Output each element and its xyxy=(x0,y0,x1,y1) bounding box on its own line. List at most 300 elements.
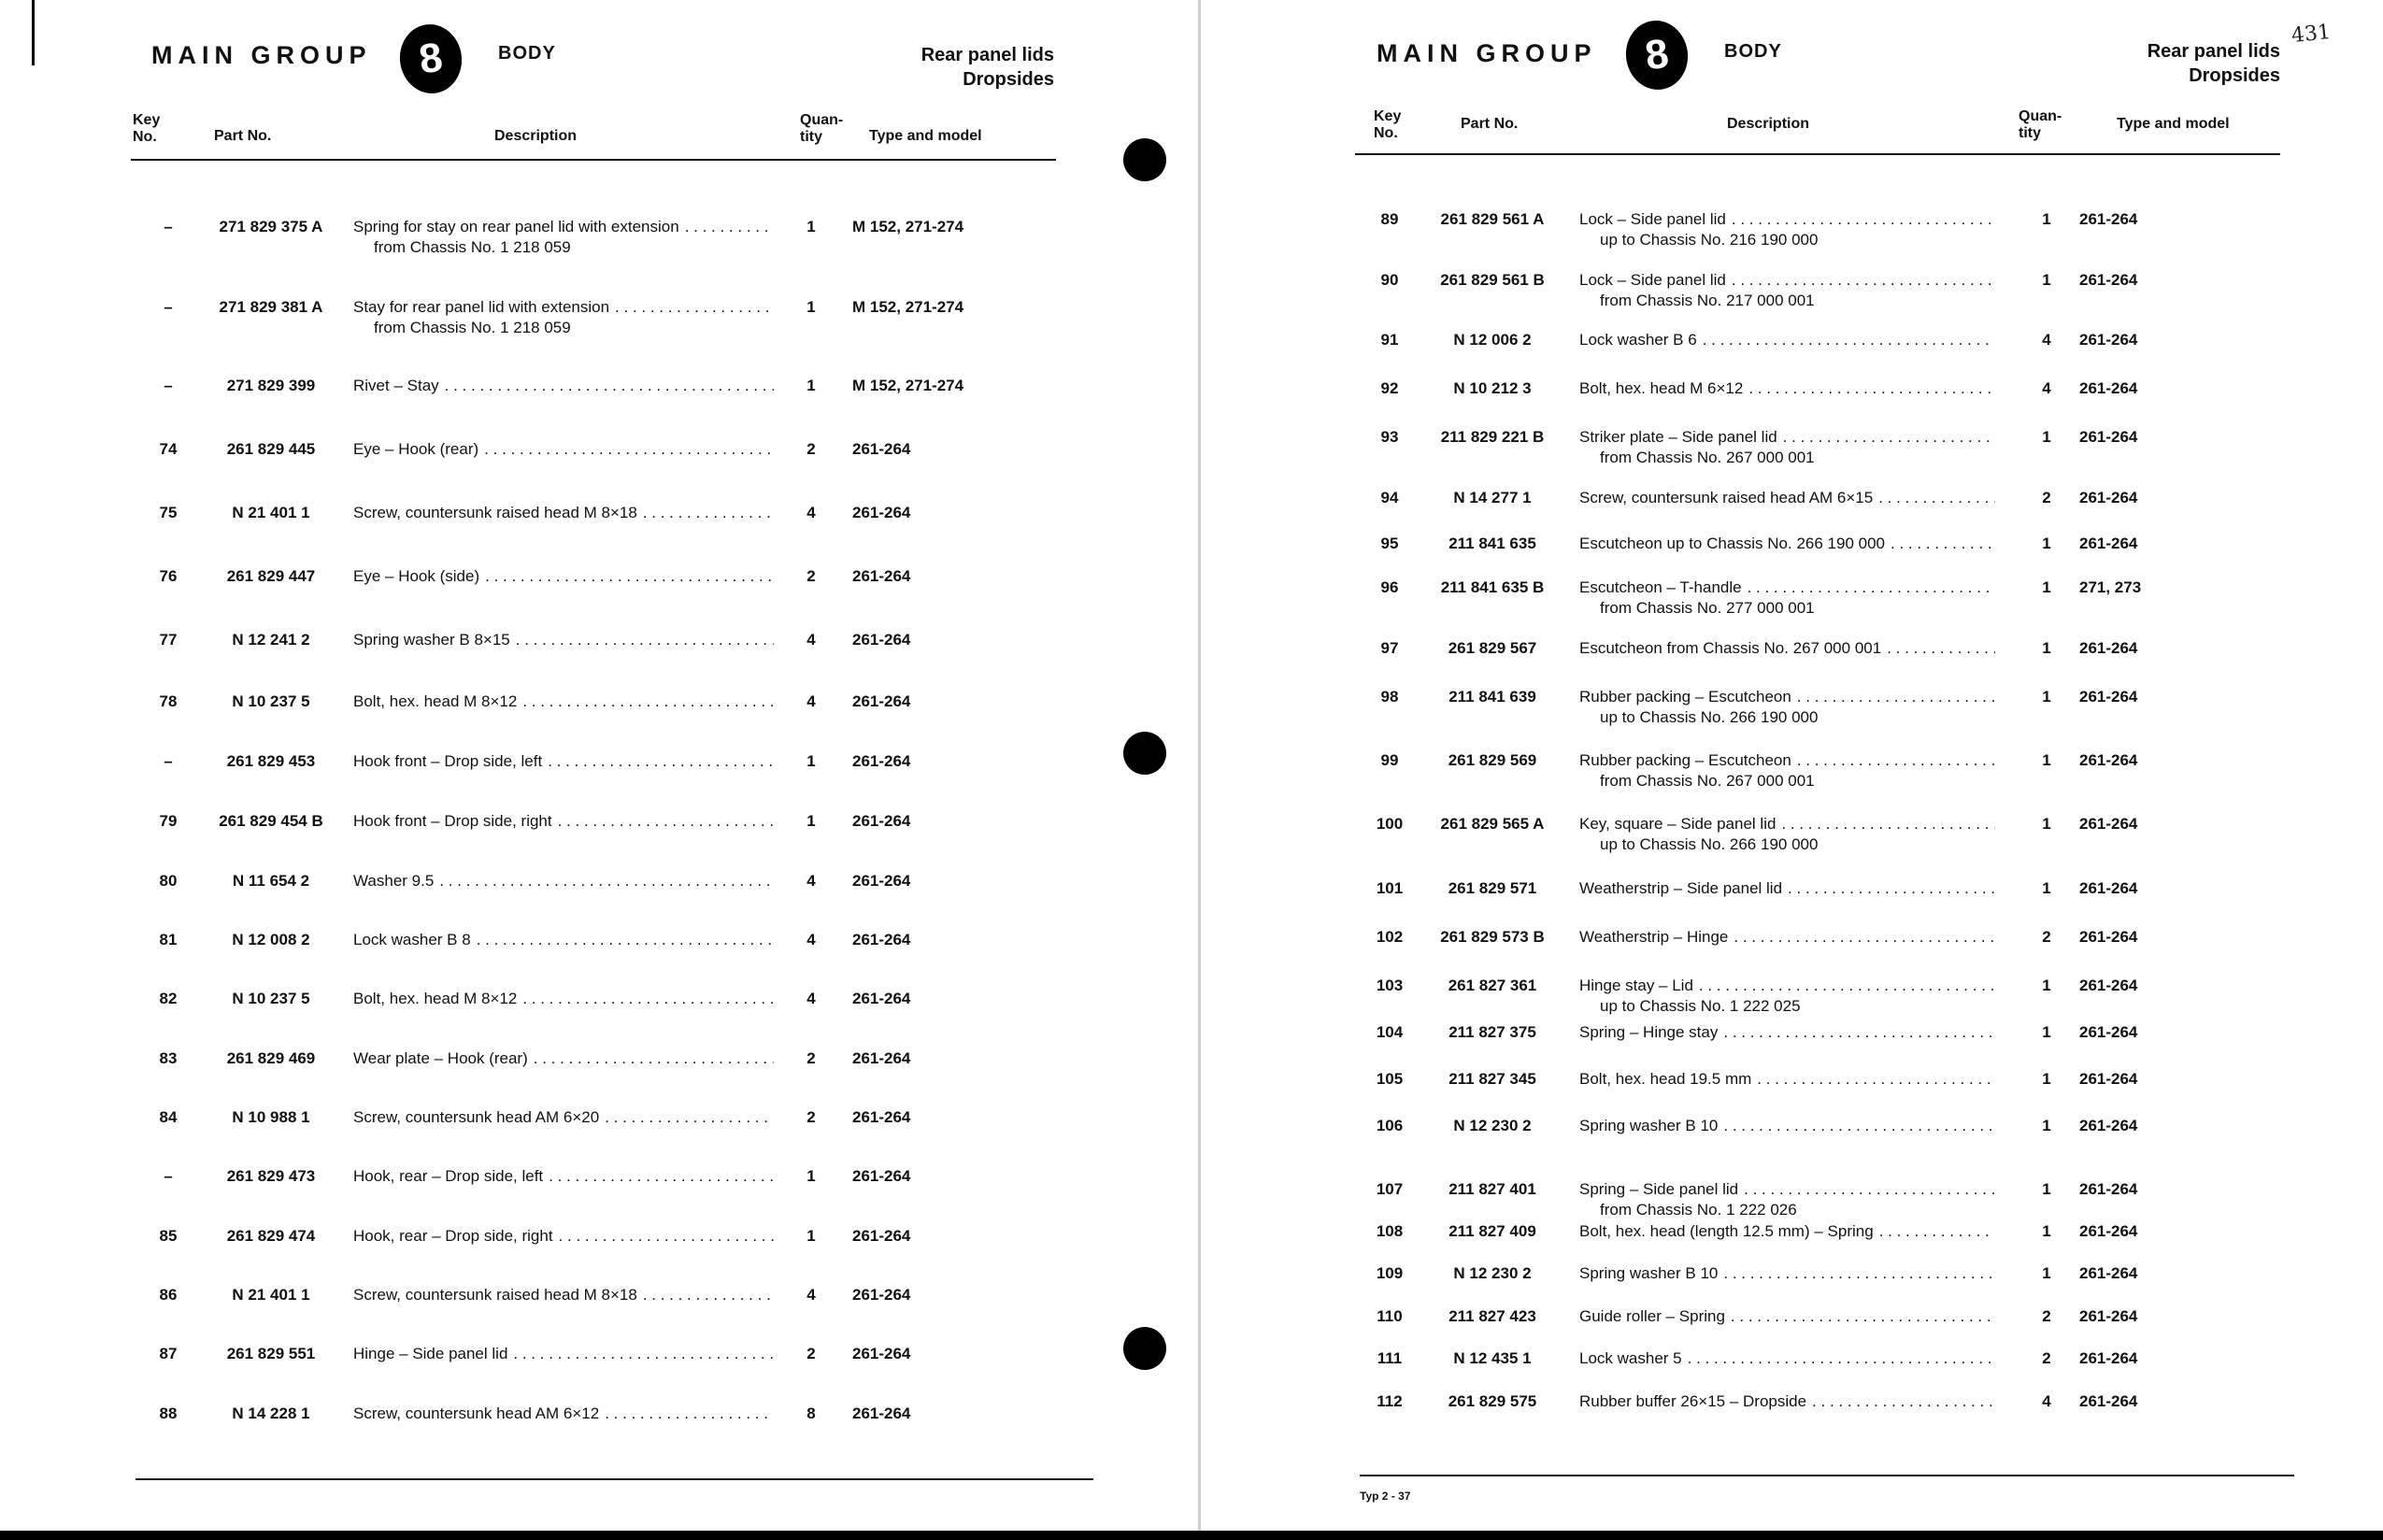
description-text: Eye – Hook (side) xyxy=(353,567,480,585)
description xyxy=(1579,1221,1995,1242)
description-text: Striker plate – Side panel lid xyxy=(1579,428,1777,446)
main-group-label: MAIN GROUP xyxy=(1377,39,1597,67)
header-quantity xyxy=(2019,108,2062,142)
description-text: Lock washer B 8 xyxy=(353,931,471,948)
part-number: 261 829 561 B xyxy=(1440,271,1545,289)
part-number: 261 827 361 xyxy=(1448,977,1537,994)
leader-dots xyxy=(558,811,774,832)
description-text: Screw, countersunk raised head AM 6×15 xyxy=(1579,489,1874,506)
type-and-model: 261-264 xyxy=(852,631,911,649)
quantity: 1 xyxy=(2042,1023,2051,1041)
section-title xyxy=(1995,39,2280,88)
quantity: 1 xyxy=(2042,639,2051,657)
description xyxy=(1579,378,1995,399)
type-and-model: 261-264 xyxy=(2079,977,2138,994)
group-number-badge: 8 xyxy=(395,21,466,97)
part-number: N 11 654 2 xyxy=(232,872,310,890)
leader-dots xyxy=(1732,270,1995,291)
key-number: 96 xyxy=(1380,578,1399,596)
quantity: 2 xyxy=(2042,489,2051,506)
section-title-line-2: Dropsides xyxy=(2189,65,2280,86)
part-number: N 12 435 1 xyxy=(1453,1349,1532,1367)
description xyxy=(353,217,774,256)
main-group-label: MAIN GROUP xyxy=(151,41,372,69)
quantity: 1 xyxy=(2042,1222,2051,1240)
description-text: Washer 9.5 xyxy=(353,872,435,890)
description-text: Rivet – Stay xyxy=(353,377,439,394)
quantity: 1 xyxy=(806,752,816,770)
quantity: 1 xyxy=(806,812,816,830)
type-and-model: 261-264 xyxy=(852,1108,911,1126)
part-number: N 10 237 5 xyxy=(232,990,310,1007)
description-text: Hook front – Drop side, left xyxy=(353,752,543,770)
type-and-model: 261-264 xyxy=(852,812,911,830)
type-and-model: 261-264 xyxy=(2079,210,2138,228)
part-number: 211 841 635 xyxy=(1448,535,1536,552)
header-qty-line-1: Quan- xyxy=(2019,108,2062,124)
quantity: 2 xyxy=(806,567,816,585)
quantity: 2 xyxy=(806,1049,816,1067)
header-key-line-2: No. xyxy=(133,129,157,145)
leader-dots xyxy=(1879,1221,1995,1242)
key-number: 94 xyxy=(1380,489,1399,506)
footer-code: Typ 2 - 37 xyxy=(1360,1490,1411,1503)
key-number: 77 xyxy=(159,631,178,649)
part-number: 271 829 399 xyxy=(226,377,316,394)
leader-dots xyxy=(1788,878,1995,899)
description xyxy=(353,1344,774,1364)
key-number: 88 xyxy=(159,1405,178,1422)
quantity: 2 xyxy=(2042,928,2051,946)
part-number: 261 829 469 xyxy=(226,1049,316,1067)
part-number: 261 829 561 A xyxy=(1440,210,1545,228)
description-text: Hinge – Side panel lid xyxy=(353,1345,508,1362)
quantity: 1 xyxy=(2042,271,2051,289)
description-text: Rubber packing – Escutcheon xyxy=(1579,688,1791,706)
part-number: 261 829 551 xyxy=(226,1345,316,1362)
punch-hole xyxy=(1123,1327,1166,1370)
description xyxy=(1579,1348,1995,1369)
section-title-line-1: Rear panel lids xyxy=(920,45,1054,65)
key-number: 97 xyxy=(1380,639,1399,657)
quantity: 4 xyxy=(806,692,816,710)
description-text: Bolt, hex. head M 8×12 xyxy=(353,990,518,1007)
part-number: 271 829 381 A xyxy=(219,298,323,316)
type-and-model: 271, 273 xyxy=(2079,578,2142,596)
part-number: 211 827 409 xyxy=(1448,1222,1536,1240)
part-number: 211 827 375 xyxy=(1448,1023,1536,1041)
header-part: Part No. xyxy=(1461,116,1519,132)
quantity: 1 xyxy=(2042,1264,2051,1282)
quantity: 1 xyxy=(806,1167,816,1185)
part-number: 211 827 401 xyxy=(1448,1180,1536,1198)
right-page xyxy=(1201,0,2383,1533)
leader-dots xyxy=(615,297,774,318)
group-name: BODY xyxy=(1724,41,1782,62)
description xyxy=(353,930,774,950)
leader-dots xyxy=(605,1107,774,1128)
key-number: – xyxy=(164,218,173,235)
description xyxy=(1579,427,1995,466)
key-number: 74 xyxy=(159,440,178,458)
leader-dots xyxy=(1797,750,1995,771)
type-and-model: 261-264 xyxy=(852,990,911,1007)
description-text: Weatherstrip – Side panel lid xyxy=(1579,879,1783,897)
type-and-model: 261-264 xyxy=(852,752,911,770)
description xyxy=(353,1404,774,1424)
description xyxy=(1579,330,1995,350)
key-number: – xyxy=(164,1167,173,1185)
part-number: N 12 008 2 xyxy=(232,931,310,948)
type-and-model: 261-264 xyxy=(2079,815,2138,833)
part-number: 211 829 221 B xyxy=(1440,428,1545,446)
type-and-model: 261-264 xyxy=(2079,1349,2138,1367)
description xyxy=(1579,1179,1995,1219)
leader-dots xyxy=(1744,1179,1995,1200)
type-and-model: 261-264 xyxy=(2079,1180,2138,1198)
part-number: 261 829 474 xyxy=(226,1227,316,1245)
key-number: 105 xyxy=(1376,1070,1404,1088)
description xyxy=(1579,638,1995,659)
description-text: Eye – Hook (rear) xyxy=(353,440,479,458)
part-number: 211 841 635 B xyxy=(1440,578,1545,596)
type-and-model: 261-264 xyxy=(2079,489,2138,506)
footer-rule xyxy=(1360,1475,2294,1476)
quantity: 1 xyxy=(2042,977,2051,994)
description-text: Key, square – Side panel lid xyxy=(1579,815,1777,833)
quantity: 1 xyxy=(2042,578,2051,596)
header-quantity xyxy=(800,112,843,146)
part-number: 261 829 473 xyxy=(226,1167,316,1185)
description-text: Escutcheon from Chassis No. 267 000 001 xyxy=(1579,639,1882,657)
section-title xyxy=(841,43,1054,92)
description xyxy=(353,1285,774,1305)
header-description: Description xyxy=(1727,116,1810,132)
type-and-model: 261-264 xyxy=(852,504,911,521)
type-and-model: 261-264 xyxy=(2079,271,2138,289)
part-number: 261 829 454 B xyxy=(219,812,323,830)
type-and-model: 261-264 xyxy=(2079,331,2138,349)
key-number: 84 xyxy=(159,1108,178,1126)
leader-dots xyxy=(559,1226,774,1247)
description-text: Lock washer 5 xyxy=(1579,1349,1682,1367)
description xyxy=(353,989,774,1009)
description xyxy=(1579,1391,1995,1412)
key-number: 106 xyxy=(1376,1117,1404,1134)
quantity: 4 xyxy=(2042,379,2051,397)
part-number: N 21 401 1 xyxy=(232,1286,310,1304)
quantity: 4 xyxy=(806,931,816,948)
leader-dots xyxy=(439,871,774,891)
description-text: Spring washer B 10 xyxy=(1579,1117,1719,1134)
type-and-model: M 152, 271-274 xyxy=(852,377,964,394)
description-subline: up to Chassis No. 266 190 000 xyxy=(1600,835,1819,853)
leader-dots xyxy=(1878,488,1995,508)
part-number: N 12 230 2 xyxy=(1453,1117,1532,1134)
leader-dots xyxy=(643,1285,774,1305)
quantity: 4 xyxy=(806,990,816,1007)
description-subline: from Chassis No. 217 000 001 xyxy=(1600,292,1815,309)
description-text: Wear plate – Hook (rear) xyxy=(353,1049,528,1067)
type-and-model: 261-264 xyxy=(852,1167,911,1185)
quantity: 1 xyxy=(2042,1180,2051,1198)
quantity: 2 xyxy=(2042,1307,2051,1325)
key-number: 95 xyxy=(1380,535,1399,552)
type-and-model: 261-264 xyxy=(852,692,911,710)
part-number: 211 827 423 xyxy=(1448,1307,1536,1325)
key-number: 89 xyxy=(1380,210,1399,228)
type-and-model: 261-264 xyxy=(852,1345,911,1362)
description xyxy=(353,811,774,832)
leader-dots xyxy=(1797,687,1995,707)
header-rule xyxy=(1355,153,2280,155)
part-number: 261 829 445 xyxy=(226,440,316,458)
description-text: Rubber buffer 26×15 – Dropside xyxy=(1579,1392,1807,1410)
description-subline: up to Chassis No. 216 190 000 xyxy=(1600,231,1819,249)
description-text: Stay for rear panel lid with extension xyxy=(353,298,610,316)
leader-dots xyxy=(1757,1069,1995,1090)
key-number: 99 xyxy=(1380,751,1399,769)
description-text: Guide roller – Spring xyxy=(1579,1307,1725,1325)
quantity: 1 xyxy=(2042,751,2051,769)
description xyxy=(1579,878,1995,899)
header-qty-line-2: tity xyxy=(800,129,822,145)
description xyxy=(1579,534,1995,554)
description-subline: from Chassis No. 267 000 001 xyxy=(1600,449,1815,466)
quantity: 1 xyxy=(2042,428,2051,446)
key-number: – xyxy=(164,377,173,394)
quantity: 1 xyxy=(806,1227,816,1245)
description xyxy=(353,630,774,650)
header-rule xyxy=(131,159,1056,161)
group-number-badge: 8 xyxy=(1621,17,1692,93)
part-number: N 12 230 2 xyxy=(1453,1264,1532,1282)
type-and-model: 261-264 xyxy=(852,1049,911,1067)
type-and-model: 261-264 xyxy=(2079,1307,2138,1325)
description-text: Weatherstrip – Hinge xyxy=(1579,928,1729,946)
type-and-model: 261-264 xyxy=(2079,879,2138,897)
quantity: 1 xyxy=(2042,1070,2051,1088)
type-and-model: 261-264 xyxy=(2079,928,2138,946)
section-title-line-1: Rear panel lids xyxy=(2147,41,2280,62)
key-number: 86 xyxy=(159,1286,178,1304)
description xyxy=(353,1107,774,1128)
quantity: 1 xyxy=(2042,815,2051,833)
description xyxy=(1579,1306,1995,1327)
leader-dots xyxy=(1891,534,1995,554)
punch-hole xyxy=(1123,138,1166,181)
group-name: BODY xyxy=(498,43,556,64)
leader-dots xyxy=(1781,814,1995,834)
description-subline: from Chassis No. 1 218 059 xyxy=(374,238,571,256)
key-number: 78 xyxy=(159,692,178,710)
quantity: 1 xyxy=(806,218,816,235)
description xyxy=(1579,1116,1995,1136)
key-number: 75 xyxy=(159,504,178,521)
key-number: 110 xyxy=(1377,1307,1403,1325)
key-number: 90 xyxy=(1380,271,1399,289)
key-number: 101 xyxy=(1376,879,1404,897)
description-text: Hinge stay – Lid xyxy=(1579,977,1693,994)
description xyxy=(1579,270,1995,309)
description-text: Spring – Hinge stay xyxy=(1579,1023,1719,1041)
header-key-line-1: Key xyxy=(1374,108,1402,124)
key-number: 107 xyxy=(1376,1180,1404,1198)
leader-dots xyxy=(477,930,774,950)
description xyxy=(353,376,774,396)
description-text: Screw, countersunk raised head M 8×18 xyxy=(353,1286,637,1304)
type-and-model: 261-264 xyxy=(2079,1070,2138,1088)
description xyxy=(1579,927,1995,948)
key-number: 109 xyxy=(1376,1264,1404,1282)
description-subline: up to Chassis No. 1 222 025 xyxy=(1600,997,1801,1015)
part-number: N 12 006 2 xyxy=(1453,331,1532,349)
type-and-model: 261-264 xyxy=(852,931,911,948)
description xyxy=(353,439,774,460)
footer-rule xyxy=(136,1478,1093,1480)
description-text: Escutcheon – T-handle xyxy=(1579,578,1742,596)
description xyxy=(353,1166,774,1187)
header-key-line-1: Key xyxy=(133,112,161,128)
leader-dots xyxy=(1734,927,1995,948)
part-number: N 14 277 1 xyxy=(1453,489,1532,506)
part-number: N 12 241 2 xyxy=(232,631,310,649)
quantity: 1 xyxy=(2042,1117,2051,1134)
part-number: 261 829 569 xyxy=(1448,751,1537,769)
quantity: 4 xyxy=(806,504,816,521)
key-number: 112 xyxy=(1377,1392,1403,1410)
type-and-model: 261-264 xyxy=(852,567,911,585)
part-number: 261 829 453 xyxy=(226,752,316,770)
key-number: 82 xyxy=(159,990,178,1007)
description xyxy=(1579,687,1995,726)
part-number: N 21 401 1 xyxy=(232,504,310,521)
quantity: 4 xyxy=(2042,1392,2051,1410)
leader-dots xyxy=(445,376,774,396)
key-number: 76 xyxy=(159,567,178,585)
leader-dots xyxy=(1748,378,1995,399)
leader-dots xyxy=(1723,1263,1995,1284)
quantity: 4 xyxy=(806,872,816,890)
leader-dots xyxy=(522,989,774,1009)
leader-dots xyxy=(1887,638,1995,659)
key-number: 111 xyxy=(1377,1349,1403,1367)
description xyxy=(1579,1022,1995,1043)
type-and-model: 261-264 xyxy=(2079,639,2138,657)
type-and-model: M 152, 271-274 xyxy=(852,218,964,235)
description-subline: from Chassis No. 1 222 026 xyxy=(1600,1201,1797,1219)
part-number: 261 829 565 A xyxy=(1440,815,1545,833)
description-text: Bolt, hex. head 19.5 mm xyxy=(1579,1070,1752,1088)
type-and-model: 261-264 xyxy=(852,1286,911,1304)
quantity: 1 xyxy=(2042,688,2051,706)
description-text: Screw, countersunk raised head M 8×18 xyxy=(353,504,637,521)
description-text: Escutcheon up to Chassis No. 266 190 000 xyxy=(1579,535,1885,552)
part-number: N 14 228 1 xyxy=(232,1405,310,1422)
header-description: Description xyxy=(494,128,578,144)
type-and-model: M 152, 271-274 xyxy=(852,298,964,316)
part-number: N 10 237 5 xyxy=(232,692,310,710)
header-key xyxy=(133,112,160,146)
type-and-model: 261-264 xyxy=(2079,1117,2138,1134)
header-key-line-2: No. xyxy=(1374,125,1398,141)
key-number: 91 xyxy=(1380,331,1399,349)
quantity: 1 xyxy=(2042,879,2051,897)
part-number: 261 829 575 xyxy=(1448,1392,1537,1410)
key-number: 79 xyxy=(159,812,178,830)
leader-dots xyxy=(1748,578,1995,598)
key-number: 108 xyxy=(1376,1222,1404,1240)
key-number: 98 xyxy=(1380,688,1399,706)
key-number: 80 xyxy=(159,872,178,890)
part-number: 211 841 639 xyxy=(1448,688,1536,706)
part-number: N 10 988 1 xyxy=(232,1108,310,1126)
type-and-model: 261-264 xyxy=(2079,1264,2138,1282)
type-and-model: 261-264 xyxy=(2079,751,2138,769)
type-and-model: 261-264 xyxy=(2079,379,2138,397)
key-number: 92 xyxy=(1380,379,1399,397)
leader-dots xyxy=(1723,1116,1995,1136)
header-type: Type and model xyxy=(869,128,982,144)
description xyxy=(1579,1263,1995,1284)
leader-dots xyxy=(643,503,774,523)
leader-dots xyxy=(1731,1306,1995,1327)
leader-dots xyxy=(1723,1022,1995,1043)
description xyxy=(1579,209,1995,249)
leader-dots xyxy=(1699,976,1995,996)
type-and-model: 261-264 xyxy=(2079,1392,2138,1410)
punch-hole xyxy=(1123,732,1166,775)
quantity: 2 xyxy=(2042,1349,2051,1367)
key-number: 93 xyxy=(1380,428,1399,446)
description xyxy=(1579,976,1995,1015)
leader-dots xyxy=(484,439,774,460)
description-subline: up to Chassis No. 266 190 000 xyxy=(1600,708,1819,726)
description-text: Bolt, hex. head M 6×12 xyxy=(1579,379,1744,397)
description xyxy=(1579,578,1995,617)
description-subline: from Chassis No. 277 000 001 xyxy=(1600,599,1815,617)
header-part: Part No. xyxy=(214,128,272,144)
type-and-model: 261-264 xyxy=(852,1227,911,1245)
leader-dots xyxy=(513,1344,774,1364)
key-number: 102 xyxy=(1376,928,1404,946)
key-number: 103 xyxy=(1376,977,1404,994)
key-number: 81 xyxy=(159,931,178,948)
header-qty-line-1: Quan- xyxy=(800,112,844,128)
type-and-model: 261-264 xyxy=(2079,535,2138,552)
type-and-model: 261-264 xyxy=(2079,688,2138,706)
header-qty-line-2: tity xyxy=(2019,125,2041,141)
description xyxy=(353,566,774,587)
type-and-model: 261-264 xyxy=(852,872,911,890)
description xyxy=(353,692,774,712)
description-subline: from Chassis No. 267 000 001 xyxy=(1600,772,1815,790)
leader-dots xyxy=(485,566,774,587)
description-text: Lock washer B 6 xyxy=(1579,331,1697,349)
part-number: 211 827 345 xyxy=(1448,1070,1536,1088)
description xyxy=(353,297,774,336)
key-number: 83 xyxy=(159,1049,178,1067)
description xyxy=(1579,814,1995,853)
description xyxy=(1579,1069,1995,1090)
description xyxy=(353,1048,774,1069)
part-number: 261 829 447 xyxy=(226,567,316,585)
description-subline: from Chassis No. 1 218 059 xyxy=(374,319,571,336)
quantity: 4 xyxy=(806,1286,816,1304)
quantity: 1 xyxy=(2042,210,2051,228)
description xyxy=(1579,750,1995,790)
quantity: 4 xyxy=(806,631,816,649)
